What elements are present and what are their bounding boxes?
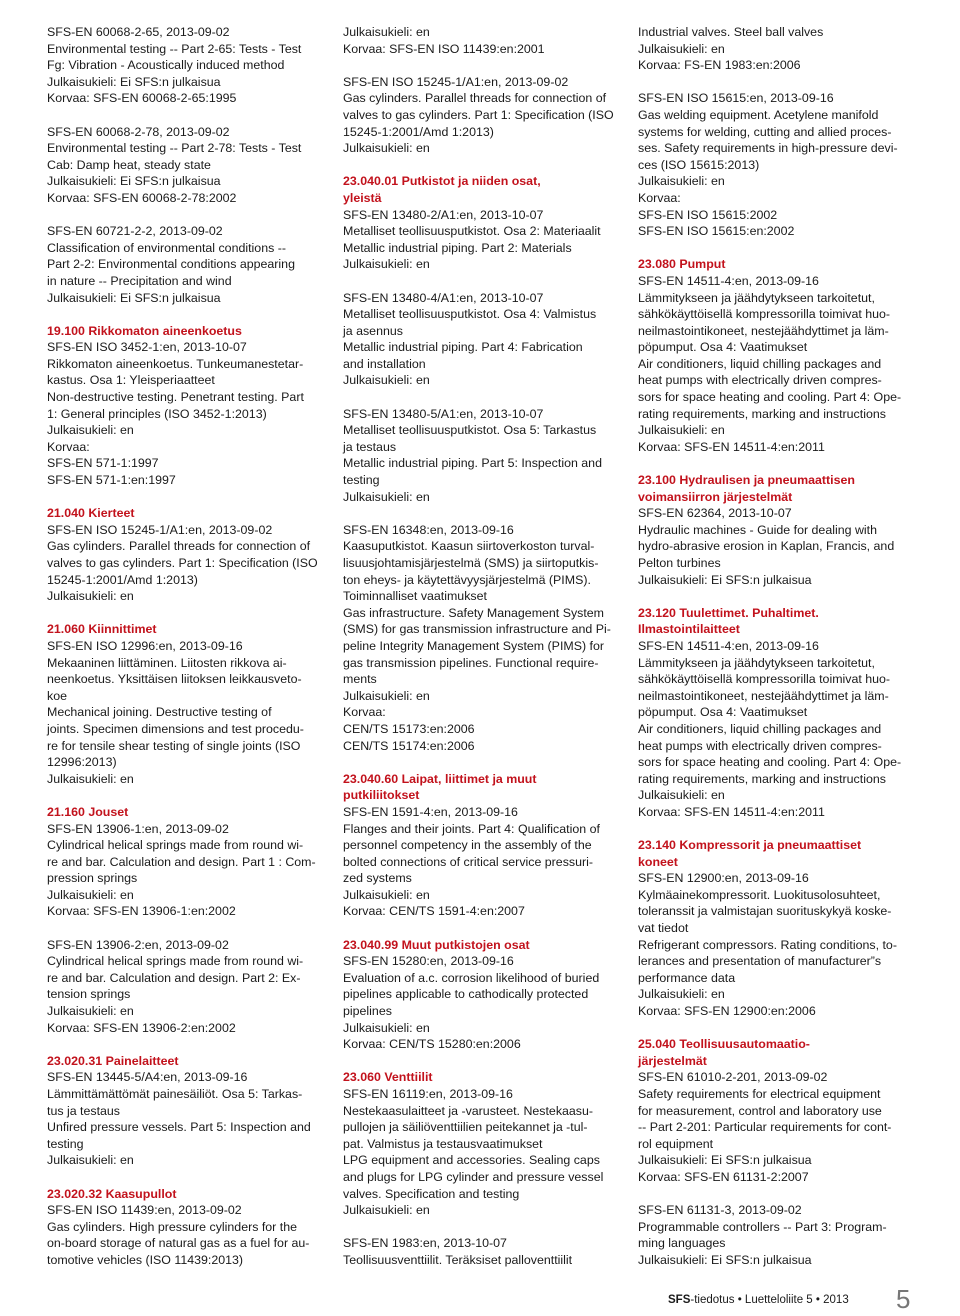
entry-line: sors for space heating and cooling. Part 4: Ope- <box>638 390 902 405</box>
entry-block <box>638 1202 924 1268</box>
entry-line: Non-destructive testing. Penetrant testing. Part <box>47 390 304 405</box>
entry-block <box>47 1186 333 1269</box>
section-heading: 19.100 Rikkomaton aineenkoetus <box>47 323 242 338</box>
entry-line: SFS-EN 60068-2-78, 2013-09-02 <box>47 124 230 139</box>
entry-line: Julkaisukieli: en <box>638 788 725 803</box>
entry-line: Julkaisukieli: Ei SFS:n julkaisua <box>638 1153 812 1168</box>
entry-line: Korvaa: CEN/TS 15280:en:2006 <box>343 1037 521 1052</box>
entry-line: peline Integrity Management System (PIMS) for <box>343 638 604 653</box>
entry-block <box>343 522 629 754</box>
entry-block <box>343 406 629 506</box>
entry-line: pipelines applicable to cathodically protected <box>343 987 589 1002</box>
entry-line: SFS-EN ISO 15615:en, 2013-09-16 <box>638 91 834 106</box>
entry-line: neenkoetus. Yksittäisen liitoksen leikkausveto- <box>47 672 302 687</box>
entry-line: Korvaa: <box>47 439 90 454</box>
column-2 <box>343 24 629 1285</box>
entry-line: Julkaisukieli: en <box>343 1020 430 1035</box>
entry-block <box>47 937 333 1037</box>
entry-block <box>638 837 924 1020</box>
entry-line: Julkaisukieli: Ei SFS:n julkaisua <box>638 1252 812 1267</box>
entry-line: SFS-EN 14511-4:en, 2013-09-16 <box>638 638 819 653</box>
entry-block <box>47 124 333 207</box>
entry-line: vat tiedot <box>638 921 689 936</box>
entry-line: Environmental testing -- Part 2-65: Tests - Test <box>47 41 302 56</box>
entry-line: Korvaa: SFS-EN 14511-4:en:2011 <box>638 804 825 819</box>
entry-line: SFS-EN 12900:en, 2013-09-16 <box>638 871 809 886</box>
entry-line: Cylindrical helical springs made from round wi- <box>47 838 304 853</box>
entry-line: SFS-EN 571-1:1997 <box>47 456 159 471</box>
entry-line: Julkaisukieli: en <box>47 1153 134 1168</box>
entry-line: valves to gas cylinders. Part 1: Specification (ISO <box>47 556 318 570</box>
entry-line: sähkökäyttöisellä kompressorilla toimivat huo- <box>638 307 891 322</box>
entry-line: ja asennus <box>343 323 403 338</box>
entry-line: ses. Safety requirements in high-pressure devi- <box>638 141 898 156</box>
entry-line: 1: General principles (ISO 3452-1:2013) <box>47 406 267 421</box>
entry-line: Classification of environmental conditions -- <box>47 240 286 255</box>
entry-line: Metallic industrial piping. Part 2: Materials <box>343 240 572 255</box>
entry-line: on-board storage of natural gas as a fuel for au- <box>47 1236 310 1251</box>
entry-line: SFS-EN ISO 3452-1:en, 2013-10-07 <box>47 340 247 355</box>
section-heading: 23.040.99 Muut putkistojen osat <box>343 937 530 952</box>
entry-line: ming languages <box>638 1236 726 1251</box>
footer-publication: Luetteloliite 5 <box>744 1294 813 1306</box>
footer-year: 2013 <box>823 1294 849 1306</box>
footer-brand: SFS <box>668 1294 691 1306</box>
entry-block <box>638 605 924 821</box>
entry-line: Pelton turbines <box>638 556 721 570</box>
entry-line: SFS-EN ISO 15615:en:2002 <box>638 224 795 239</box>
section-heading: 21.160 Jouset <box>47 804 129 819</box>
section-heading: 23.020.32 Kaasupullot <box>47 1186 177 1201</box>
entry-line: and installation <box>343 356 426 371</box>
entry-line: SFS-EN 62364, 2013-10-07 <box>638 506 792 521</box>
entry-line: Julkaisukieli: Ei SFS:n julkaisua <box>47 290 221 305</box>
entry-line: pöpumput. Osa 4: Vaatimukset <box>638 705 808 720</box>
entry-line: Hydraulic machines - Guide for dealing with <box>638 522 877 537</box>
entry-line: lisuusjohtamisjärjestelmä (SMS) ja siirtoputkis- <box>343 556 599 570</box>
entry-line: tomotive vehicles (ISO 11439:2013) <box>47 1252 244 1267</box>
entry-block <box>343 173 629 273</box>
entry-line: tension springs <box>47 987 131 1002</box>
entry-line: neilmastointikoneet, nestejäähdyttimet ja läm- <box>638 323 889 338</box>
entry-line: Korvaa: <box>638 190 681 205</box>
entry-line: SFS-EN ISO 12996:en, 2013-09-16 <box>47 638 243 653</box>
entry-line: SFS-EN 13906-2:en, 2013-09-02 <box>47 937 229 952</box>
entry-line: Gas infrastructure. Safety Management System <box>343 605 605 620</box>
entry-line: Part 2-2: Environmental conditions appearing <box>47 257 295 272</box>
entry-block <box>638 24 924 74</box>
entry-line: Korvaa: SFS-EN 13906-2:en:2002 <box>47 1020 236 1035</box>
entry-line: Julkaisukieli: Ei SFS:n julkaisua <box>638 572 812 587</box>
entry-line: rol equipment <box>638 1136 714 1151</box>
entry-block <box>47 621 333 787</box>
entry-line: SFS-EN 60068-2-65, 2013-09-02 <box>47 25 230 39</box>
entry-block <box>47 804 333 920</box>
entry-line: Korvaa: SFS-EN ISO 11439:en:2001 <box>343 41 545 56</box>
entry-line: Julkaisukieli: en <box>343 25 430 39</box>
entry-line: Lämmitykseen ja jäähdytykseen tarkoitetut, <box>638 290 875 305</box>
entry-line: Unfired pressure vessels. Part 5: Inspection and <box>47 1120 311 1135</box>
entry-line: Korvaa: SFS-EN 60068-2-65:1995 <box>47 91 237 106</box>
entry-line: Gas cylinders. Parallel threads for connection of <box>47 539 311 554</box>
entry-line: Cylindrical helical springs made from round wi- <box>47 954 304 969</box>
entry-line: Nestekaasulaitteet ja -varusteet. Nestekaasu- <box>343 1103 594 1118</box>
entry-line: Toiminnalliset vaatimukset <box>343 589 487 604</box>
entry-line: in nature -- Precipitation and wind <box>47 273 232 288</box>
section-heading: putkiliitokset <box>343 788 420 803</box>
entry-line: pipelines <box>343 1004 392 1019</box>
section-heading: 23.120 Tuulettimet. Puhaltimet. <box>638 605 819 620</box>
entry-line: valves. Specification and testing <box>343 1186 520 1201</box>
entry-line: -- Part 2-201: Particular requirements for cont- <box>638 1120 892 1135</box>
entry-line: valves to gas cylinders. Part 1: Specification (ISO <box>343 107 614 122</box>
entry-line: zed systems <box>343 871 412 886</box>
entry-block <box>343 24 629 57</box>
entry-line: Julkaisukieli: en <box>638 41 725 56</box>
entry-block <box>638 472 924 588</box>
entry-line: Julkaisukieli: en <box>343 257 430 272</box>
entry-line: 15245-1:2001/Amd 1:2013) <box>343 124 494 139</box>
entry-line: Julkaisukieli: en <box>47 1004 134 1019</box>
entry-line: SFS-EN 61010-2-201, 2013-09-02 <box>638 1070 828 1085</box>
entry-line: Teollisuusventtiilit. Teräksiset palloventtiilit <box>343 1252 573 1267</box>
entry-line: re and bar. Calculation and design. Part 1 : Com- <box>47 854 316 869</box>
entry-line: Gas cylinders. Parallel threads for connection of <box>343 91 607 106</box>
entry-line: Evaluation of a.c. corrosion likelihood of buried <box>343 970 600 985</box>
entry-line: SFS-EN 13480-5/A1:en, 2013-10-07 <box>343 406 544 421</box>
entry-line: Rikkomaton aineenkoetus. Tunkeumanestetar- <box>47 356 304 371</box>
entry-line: kastus. Osa 1: Yleisperiaatteet <box>47 373 215 388</box>
entry-block <box>638 90 924 239</box>
entry-line: pullojen ja säiliöventtiilien peitekannet ja -tul- <box>343 1120 588 1135</box>
entry-line: SFS-EN 15280:en, 2013-09-16 <box>343 954 514 969</box>
entry-line: toleranssit ja valmistajan suorituskykyä koske- <box>638 904 892 919</box>
entry-line: Programmable controllers -- Part 3: Program- <box>638 1219 887 1234</box>
entry-block <box>47 1053 333 1169</box>
section-heading: voimansiirron järjestelmät <box>638 489 793 504</box>
entry-line: SFS-EN 13480-4/A1:en, 2013-10-07 <box>343 290 544 305</box>
entry-line: heat pumps with electrically driven compres- <box>638 738 882 753</box>
entry-block <box>638 1036 924 1185</box>
entry-line: ja testaus <box>343 439 397 454</box>
entry-block <box>47 505 333 605</box>
entry-line: Gas cylinders. High pressure cylinders for the <box>47 1219 297 1234</box>
entry-line: Julkaisukieli: en <box>47 771 134 786</box>
entry-line: LPG equipment and accessories. Sealing caps <box>343 1153 600 1168</box>
entry-line: Korvaa: CEN/TS 1591-4:en:2007 <box>343 904 525 919</box>
entry-line: Kaasuputkistot. Kaasun siirtoverkoston turval- <box>343 539 595 554</box>
entry-line: hydro-abrasive erosion in Kaplan, Francis, and <box>638 539 895 554</box>
entry-line: pöpumput. Osa 4: Vaatimukset <box>638 340 808 355</box>
entry-line: Julkaisukieli: Ei SFS:n julkaisua <box>47 74 221 89</box>
entry-line: SFS-EN 13480-2/A1:en, 2013-10-07 <box>343 207 544 222</box>
entry-line: personnel competency in the assembly of the <box>343 838 592 853</box>
entry-line: Flanges and their joints. Part 4: Qualification of <box>343 821 600 836</box>
entry-line: and plugs for LPG cylinder and pressure vessel <box>343 1169 604 1184</box>
entry-line: SFS-EN 1983:en, 2013-10-07 <box>343 1236 507 1251</box>
entry-line: Metalliset teollisuusputkistot. Osa 2: Materiaalit <box>343 224 601 239</box>
entry-line: rating requirements, marking and instructions <box>638 406 886 421</box>
entry-line: joints. Specimen dimensions and test procedu- <box>47 721 304 736</box>
entry-line: re and bar. Calculation and design. Part 2: Ex- <box>47 970 301 985</box>
entry-line: SFS-EN ISO 15245-1/A1:en, 2013-09-02 <box>343 74 569 89</box>
entry-line: SFS-EN ISO 11439:en, 2013-09-02 <box>47 1203 242 1218</box>
entry-line: rating requirements, marking and instructions <box>638 771 886 786</box>
entry-line: SFS-EN 60721-2-2, 2013-09-02 <box>47 224 223 239</box>
page-number: 5 <box>896 1284 911 1314</box>
entry-line: SFS-EN 16119:en, 2013-09-16 <box>343 1087 513 1101</box>
entry-line: SFS-EN 571-1:en:1997 <box>47 473 176 488</box>
entry-line: Cab: Damp heat, steady state <box>47 157 211 172</box>
entry-block <box>343 1235 629 1268</box>
entry-block <box>47 24 333 107</box>
entry-line: Air conditioners, liquid chilling packages and <box>638 721 882 736</box>
entry-line: 12996:2013) <box>47 755 117 770</box>
entry-line: bolted connections of critical service pressuri- <box>343 854 593 869</box>
section-heading: 23.080 Pumput <box>638 257 726 272</box>
entry-line: sors for space heating and cooling. Part 4: Ope- <box>638 755 902 770</box>
entry-line: neilmastointikoneet, nestejäähdyttimet ja läm- <box>638 688 889 703</box>
entry-line: Metallic industrial piping. Part 5: Inspection and <box>343 456 602 471</box>
section-heading: 23.100 Hydraulisen ja pneumaattisen <box>638 473 855 488</box>
entry-line: CEN/TS 15174:en:2006 <box>343 738 475 753</box>
footer-brand-suffix: -tiedotus <box>690 1294 735 1306</box>
entry-block <box>638 256 924 455</box>
entry-line: SFS-EN 16348:en, 2013-09-16 <box>343 522 514 537</box>
entry-block <box>343 74 629 157</box>
entry-line: Julkaisukieli: en <box>638 423 725 438</box>
entry-line: Julkaisukieli: en <box>638 987 725 1002</box>
entry-line: Julkaisukieli: en <box>47 589 134 604</box>
entry-block <box>47 323 333 489</box>
entry-line: testing <box>47 1136 84 1151</box>
entry-block <box>343 937 629 1053</box>
footer-separator: • <box>737 1294 742 1306</box>
entry-line: gas transmission pipelines. Functional require- <box>343 655 599 670</box>
section-heading: 21.040 Kierteet <box>47 506 135 521</box>
entry-line: Gas welding equipment. Acetylene manifold <box>638 107 879 122</box>
entry-line: koe <box>47 688 67 703</box>
section-heading: 23.040.01 Putkistot ja niiden osat, <box>343 174 541 189</box>
footer <box>668 1294 849 1306</box>
entry-line: SFS-EN 14511-4:en, 2013-09-16 <box>638 273 819 288</box>
column-3 <box>638 24 924 1285</box>
entry-line: Metalliset teollisuusputkistot. Osa 5: Tarkastus <box>343 423 597 438</box>
section-heading: 25.040 Teollisuusautomaatio- <box>638 1037 810 1052</box>
entry-line: CEN/TS 15173:en:2006 <box>343 721 475 736</box>
entry-line: Korvaa: FS-EN 1983:en:2006 <box>638 58 801 73</box>
entry-block <box>343 771 629 920</box>
entry-line: sähkökäyttöisellä kompressorilla toimivat huo- <box>638 672 891 687</box>
entry-line: 15245-1:2001/Amd 1:2013) <box>47 572 198 587</box>
entry-line: pat. Valmistus ja testausvaatimukset <box>343 1136 543 1151</box>
entry-line: Lämmittämättömät painesäiliöt. Osa 5: Tarkas- <box>47 1087 303 1101</box>
entry-line: Fg: Vibration - Acoustically induced method <box>47 58 285 73</box>
entry-line: Julkaisukieli: en <box>343 141 430 156</box>
entry-line: SFS-EN 1591-4:en, 2013-09-16 <box>343 804 518 819</box>
entry-line: SFS-EN 13906-1:en, 2013-09-02 <box>47 821 229 836</box>
entry-line: Korvaa: SFS-EN 13906-1:en:2002 <box>47 904 236 919</box>
entry-line: SFS-EN 13445-5/A4:en, 2013-09-16 <box>47 1070 248 1085</box>
section-heading: 23.040.60 Laipat, liittimet ja muut <box>343 771 537 786</box>
entry-block <box>47 223 333 306</box>
entry-line: Julkaisukieli: en <box>47 423 134 438</box>
entry-line: Refrigerant compressors. Rating conditions, to- <box>638 937 897 952</box>
section-heading: 21.060 Kiinnittimet <box>47 622 157 637</box>
entry-line: ton eheys- ja käytettävyysjärjestelmä (PIMS). <box>343 572 591 587</box>
entry-line: Julkaisukieli: en <box>343 1203 430 1218</box>
entry-line: Julkaisukieli: en <box>343 887 430 902</box>
entry-line: Julkaisukieli: Ei SFS:n julkaisua <box>47 174 221 189</box>
entry-line: Julkaisukieli: en <box>343 489 430 504</box>
entry-line: Korvaa: SFS-EN 14511-4:en:2011 <box>638 439 825 454</box>
footer-separator-2: • <box>815 1294 820 1306</box>
entry-line: testing <box>343 473 380 488</box>
entry-line: Safety requirements for electrical equipment <box>638 1087 881 1101</box>
entry-block <box>343 290 629 390</box>
entry-line: Julkaisukieli: en <box>47 887 134 902</box>
entry-line: SFS-EN ISO 15245-1/A1:en, 2013-09-02 <box>47 522 273 537</box>
entry-line: SFS-EN 61131-3, 2013-09-02 <box>638 1203 802 1218</box>
entry-line: pression springs <box>47 871 138 886</box>
entry-line: for measurement, control and laboratory use <box>638 1103 882 1118</box>
entry-line: Julkaisukieli: en <box>638 174 725 189</box>
entry-line: tus ja testaus <box>47 1103 121 1118</box>
entry-block <box>343 1069 629 1218</box>
entry-line: Mechanical joining. Destructive testing of <box>47 705 272 720</box>
section-heading: 23.020.31 Painelaitteet <box>47 1053 179 1068</box>
entry-line: lerances and presentation of manufacturer”s <box>638 954 882 969</box>
column-1 <box>47 24 333 1285</box>
entry-line: Julkaisukieli: en <box>343 688 430 703</box>
entry-line: Air conditioners, liquid chilling packages and <box>638 356 882 371</box>
entry-line: Environmental testing -- Part 2-78: Tests - Test <box>47 141 302 156</box>
section-heading: järjestelmät <box>638 1053 707 1068</box>
entry-line: heat pumps with electrically driven compres- <box>638 373 882 388</box>
entry-line: Korvaa: SFS-EN 12900:en:2006 <box>638 1004 816 1019</box>
entry-line: Julkaisukieli: en <box>343 373 430 388</box>
entry-line: SFS-EN ISO 15615:2002 <box>638 207 778 222</box>
entry-line: Korvaa: <box>343 705 386 720</box>
entry-line: systems for welding, cutting and allied proces- <box>638 124 892 139</box>
section-heading: 23.140 Kompressorit ja pneumaattiset <box>638 838 862 853</box>
entry-line: Lämmitykseen ja jäähdytykseen tarkoitetut, <box>638 655 875 670</box>
entry-line: Mekaaninen liittäminen. Liitosten rikkova ai- <box>47 655 287 670</box>
entry-line: Metalliset teollisuusputkistot. Osa 4: Valmistus <box>343 307 597 322</box>
entry-line: ments <box>343 672 377 687</box>
entry-line: re for tensile shear testing of single joints (ISO <box>47 738 301 753</box>
section-heading: Ilmastointilaitteet <box>638 622 740 637</box>
entry-line: (SMS) for gas transmission infrastructure and Pi- <box>343 622 611 637</box>
section-heading: 23.060 Venttiilit <box>343 1070 433 1085</box>
section-heading: koneet <box>638 854 678 869</box>
entry-line: Metallic industrial piping. Part 4: Fabrication <box>343 340 583 355</box>
entry-line: performance data <box>638 970 736 985</box>
entry-line: Korvaa: SFS-EN 61131-2:2007 <box>638 1169 809 1184</box>
entry-line: Industrial valves. Steel ball valves <box>638 25 824 39</box>
entry-line: Korvaa: SFS-EN 60068-2-78:2002 <box>47 190 237 205</box>
section-heading: yleistä <box>343 190 382 205</box>
entry-line: Kylmäainekompressorit. Luokitusolosuhteet, <box>638 887 881 902</box>
entry-line: ces (ISO 15615:2013) <box>638 157 760 172</box>
